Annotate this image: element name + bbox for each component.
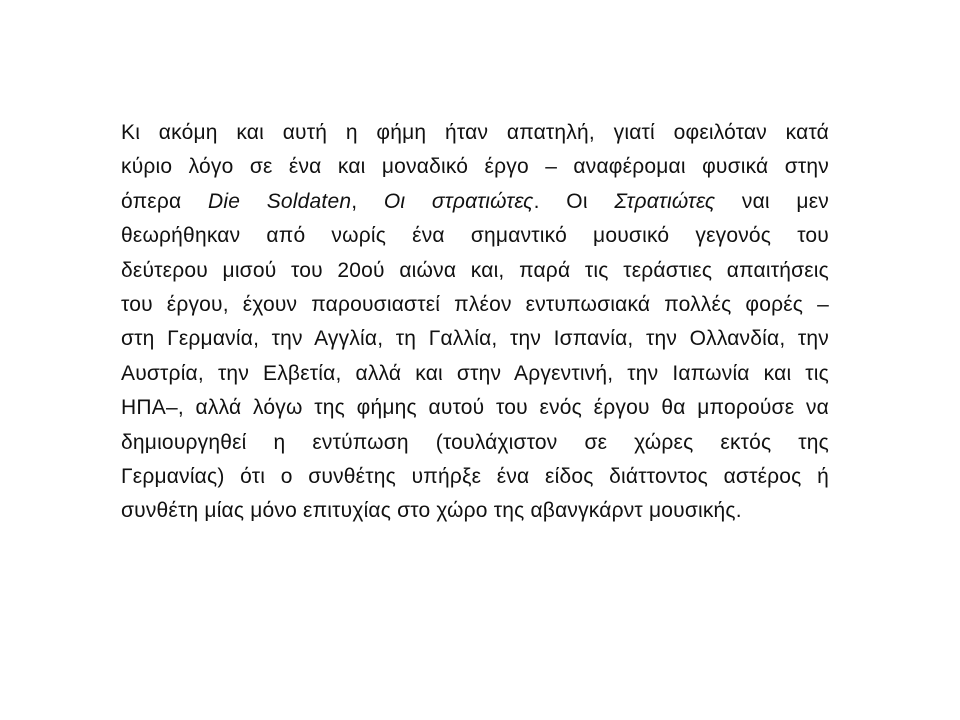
italic-text-run: Στρατιώτες xyxy=(614,189,716,213)
text-line xyxy=(121,116,829,150)
text-line xyxy=(121,185,829,219)
text-line xyxy=(121,150,829,184)
text-line xyxy=(121,357,829,391)
text-run: , xyxy=(351,189,384,213)
italic-text-run: Die Soldaten xyxy=(207,189,352,213)
text-run: δεύτερου μισού του 20ού αιώνα και, παρά τις τεράστιες απαιτήσεις xyxy=(121,258,829,282)
text-line xyxy=(121,391,829,425)
text-line xyxy=(121,288,829,322)
text-run: όπερα xyxy=(121,189,208,213)
text-run: συνθέτη μίας μόνο επιτυχίας στο χώρο της αβανγκάρντ μουσικής. xyxy=(121,499,742,523)
text-run: δημιουργηθεί η εντύπωση (τουλάχιστον σε χώρες εκτός της xyxy=(121,430,829,454)
text-run: ναι μεν xyxy=(715,189,829,213)
text-run: στη Γερμανία, την Αγγλία, τη Γαλλία, την Ισπανία, την Ολλανδία, την xyxy=(121,327,829,351)
text-run: Κι ακόμη και αυτή η φήμη ήταν απατηλή, γιατί οφειλόταν κατά xyxy=(121,121,829,144)
text-line xyxy=(121,426,829,460)
text-line xyxy=(121,494,829,528)
text-line xyxy=(121,460,829,494)
text-run: ΗΠΑ–, αλλά λόγω της φήμης αυτού του ενός έργου θα μπορούσε να xyxy=(121,396,829,420)
text-line xyxy=(121,219,829,253)
text-run: θεωρήθηκαν από νωρίς ένα σημαντικό μουσικό γεγονός του xyxy=(121,224,829,248)
paragraph-text xyxy=(121,116,829,529)
text-run: . Οι xyxy=(533,189,615,213)
text-line xyxy=(121,254,829,288)
text-run: του έργου, έχουν παρουσιαστεί πλέον εντυπωσιακά πολλές φορές – xyxy=(121,292,829,316)
italic-text-run: Οι στρατιώτες xyxy=(383,189,534,213)
text-run: κύριο λόγο σε ένα και μοναδικό έργο – αναφέρομαι φυσικά στην xyxy=(121,155,829,179)
text-line xyxy=(121,322,829,356)
text-run: Γερμανίας) ότι ο συνθέτης υπήρξε ένα είδος διάττοντος αστέρος ή xyxy=(121,464,829,488)
text-run: Αυστρία, την Ελβετία, αλλά και στην Αργεντινή, την Ιαπωνία και τις xyxy=(121,361,829,385)
